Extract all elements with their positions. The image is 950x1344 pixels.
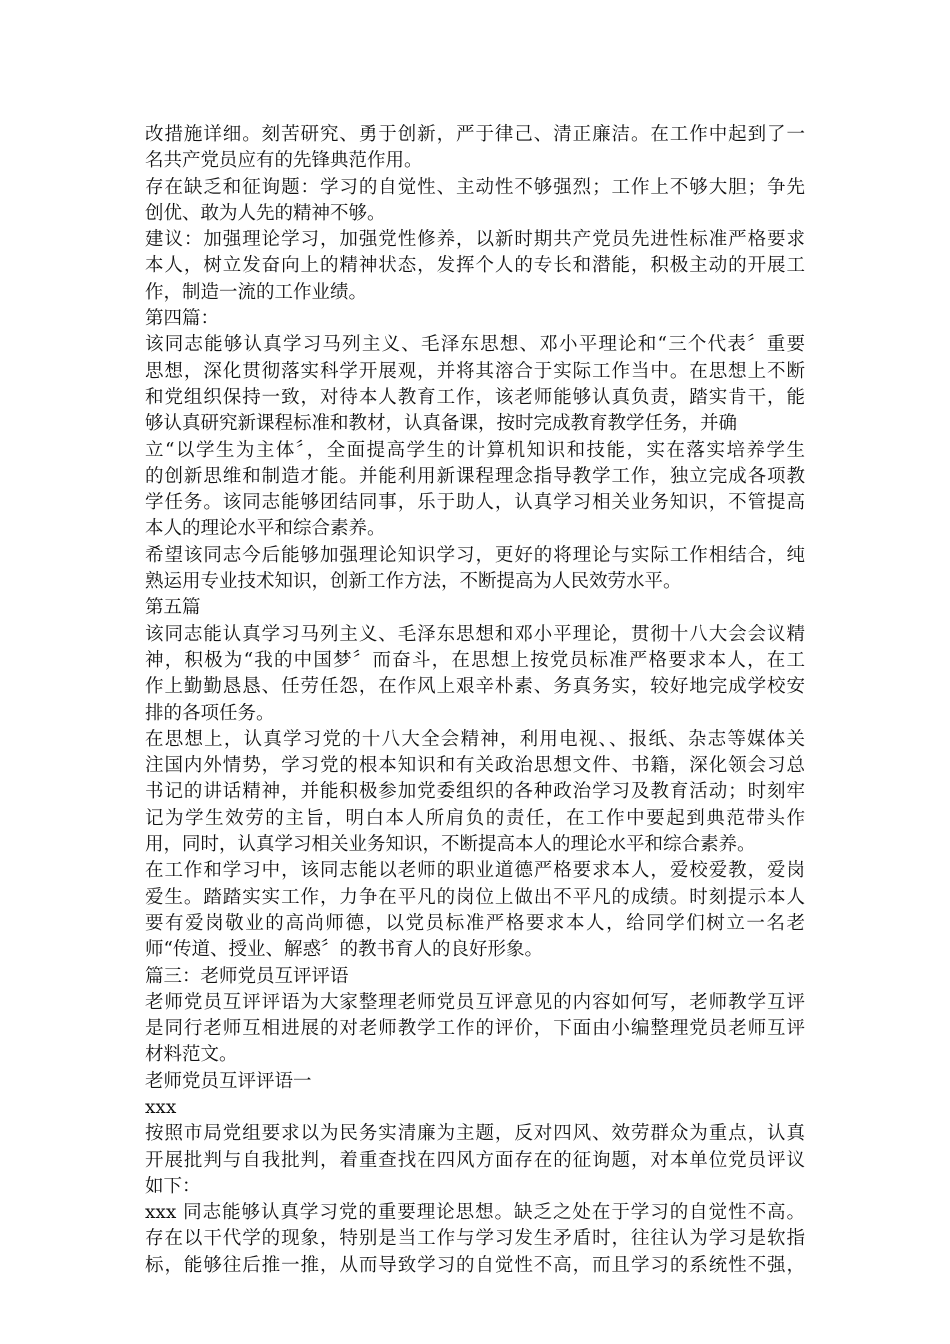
text-line: 在工作和学习中，该同志能以老师的职业道德严格要求本人，爱校爱教，爱岗 [145, 860, 805, 882]
text-line: 存在缺乏和征询题：学习的自觉性、主动性不够强烈；工作上不够大胆；争先 [145, 176, 805, 198]
document-body [145, 122, 805, 1279]
text-line: 按照市局党组要求以为民务实清廉为主题，反对四风、效劳群众为重点，认真 [145, 1123, 805, 1145]
text-line: 老师党员互评评语一 [145, 1070, 312, 1092]
text-line: 立“以学生为主体〞，全面提高学生的计算机知识和技能，实在落实培养学生 [145, 439, 805, 461]
text-line: 第五篇 [145, 597, 201, 619]
text-line: 本人的理论水平和综合素养。 [145, 518, 386, 540]
text-line: 如下： [145, 1175, 201, 1197]
text-line: 要有爱岗敬业的高尚师德，以党员标准严格要求本人，给同学们树立一名老 [145, 912, 805, 934]
text-line: 存在以干代学的现象，特别是当工作与学习发生矛盾时，往往认为学习是软指 [145, 1228, 805, 1250]
text-line: 老师党员互评评语为大家整理老师党员互评意见的内容如何写，老师教学互评 [145, 991, 805, 1013]
text-line: 材料范文。 [145, 1044, 238, 1066]
text-line: 排的各项任务。 [145, 702, 275, 724]
text-line: 本人，树立发奋向上的精神状态，发挥个人的专长和潜能，积极主动的开展工 [145, 255, 805, 277]
text-line: 创优、敢为人先的精神不够。 [145, 202, 386, 224]
text-line: 书记的讲话精神，并能积极参加党委组织的各种政治学习及教育活动；时刻牢 [145, 781, 805, 803]
text-line: xxx 同志能够认真学习党的重要理论思想。缺乏之处在于学习的自觉性不高。 [145, 1202, 805, 1224]
text-line: 爱生。踏踏实实工作，力争在平凡的岗位上做出不平凡的成绩。时刻提示本人 [145, 886, 805, 908]
text-line: 学任务。该同志能够团结同事，乐于助人，认真学习相关业务知识，不管提高 [145, 492, 805, 514]
text-line: 师“传道、授业、解惑〞的教书育人的良好形象。 [145, 939, 543, 961]
text-line: 建议：加强理论学习，加强党性修养，以新时期共产党员先进性标准严格要求 [145, 229, 805, 251]
text-line: 该同志能认真学习马列主义、毛泽东思想和邓小平理论，贯彻十八大会会议精 [145, 623, 805, 645]
text-line: 改措施详细。刻苦研究、勇于创新，严于律己、清正廉洁。在工作中起到了一 [145, 124, 805, 145]
text-line: 记为学生效劳的主旨，明白本人所肩负的责任，在工作中要起到典范带头作 [145, 807, 805, 829]
text-line: 熟运用专业技术知识，创新工作方法，不断提高为人民效劳水平。 [145, 571, 682, 593]
text-line: 开展批判与自我批判，着重查找在四风方面存在的征询题，对本单位党员评议 [145, 1149, 805, 1171]
text-line: 作上勤勤恳恳、任劳任怨，在作风上艰辛朴素、务真务实，较好地完成学校安 [145, 676, 805, 698]
text-line: 在思想上，认真学习党的十八大全会精神，利用电视、、报纸、杂志等媒体关 [145, 728, 805, 750]
text-line: 该同志能够认真学习马列主义、毛泽东思想、邓小平理论和“三个代表〞重要 [145, 334, 805, 356]
text-line: 注国内外情势，学习党的根本知识和有关政治思想文件、书籍，深化领会习总 [145, 755, 805, 777]
text-line: 和党组织保持一致，对待本人教育工作，该老师能够认真负责，踏实肯干，能 [145, 386, 805, 408]
text-line: 标，能够往后推一推，从而导致学习的自觉性不高，而且学习的系统性不强， [145, 1254, 805, 1276]
text-line: 篇三：老师党员互评评语 [145, 965, 349, 987]
text-line: 思想，深化贯彻落实科学开展观，并将其溶合于实际工作当中。在思想上不断 [145, 360, 805, 382]
text-line: 是同行老师互相进展的对老师教学工作的评价，下面由小编整理党员老师互评 [145, 1018, 805, 1040]
text-line: 够认真研究新课程标准和教材，认真备课，按时完成教育教学任务，并确 [145, 413, 738, 435]
text-line: 名共产党员应有的先锋典范作用。 [145, 150, 423, 172]
text-line: 神，积极为“我的中国梦〞而奋斗，在思想上按党员标准严格要求本人，在工 [145, 649, 805, 671]
text-line: 第四篇： [145, 308, 220, 330]
text-line: 用，同时，认真学习相关业务知识，不断提高本人的理论水平和综合素养。 [145, 834, 756, 856]
text-line: 的创新思维和制造才能。并能利用新课程理念指导教学工作，独立完成各项教 [145, 465, 805, 487]
text-line: xxx [145, 1096, 177, 1118]
text-line: 希望该同志今后能够加强理论知识学习，更好的将理论与实际工作相结合，纯 [145, 544, 805, 566]
text-line: 作，制造一流的工作业绩。 [145, 281, 368, 303]
